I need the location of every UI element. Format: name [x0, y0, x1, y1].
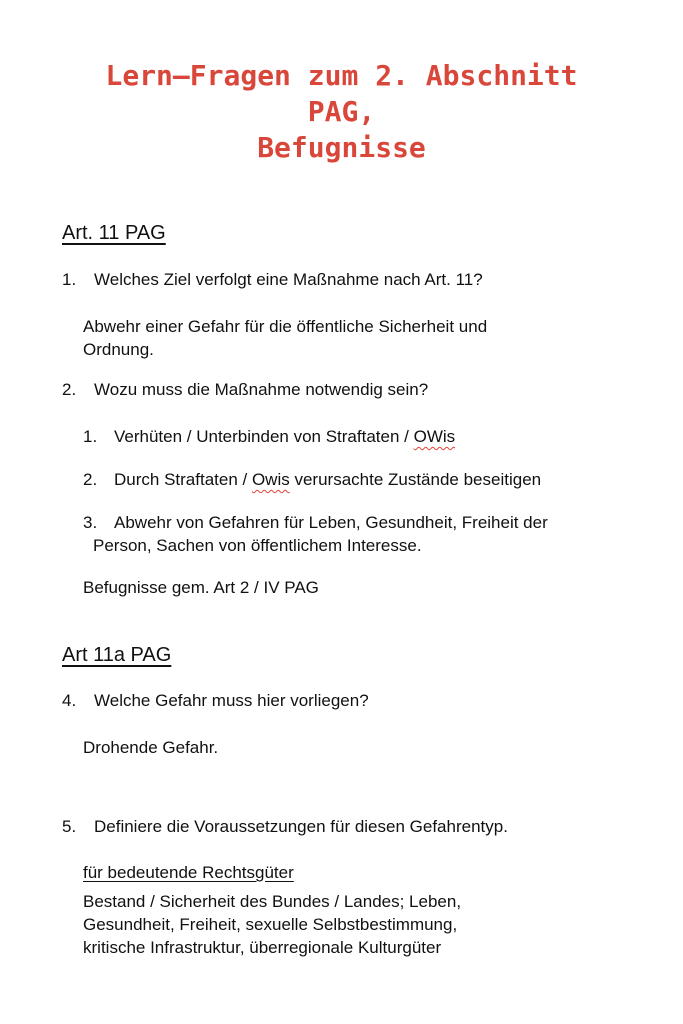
sub-item-1 — [83, 425, 455, 448]
question-text: Welches Ziel verfolgt eine Maßnahme nach Art. 11? — [94, 270, 483, 289]
answer-4: Drohende Gefahr. — [83, 738, 219, 757]
answer-line: Ordnung. — [83, 340, 154, 359]
title-line-3: Befugnisse — [257, 131, 426, 164]
note-befugnisse: Befugnisse gem. Art 2 / IV PAG — [83, 578, 319, 597]
answer-line: Gesundheit, Freiheit, sexuelle Selbstbestimmung, — [83, 915, 458, 934]
title-line-1: Lern–Fragen zum 2. Abschnitt — [105, 59, 578, 92]
answer-line: Bestand / Sicherheit des Bundes / Landes; Leben, — [83, 892, 462, 911]
answer-5 — [83, 861, 461, 959]
sub-item-text: Person, Sachen von öffentlichem Interesse. — [93, 536, 422, 555]
spellcheck-word: Owis — [251, 470, 290, 489]
document-title — [0, 58, 683, 166]
sub-item-number: 3. — [83, 513, 98, 532]
question-text: Definiere die Voraussetzungen für diesen Gefahrentyp. — [94, 817, 508, 836]
section-heading-art-11a: Art 11a PAG — [62, 644, 172, 666]
question-number: 5. — [62, 817, 77, 836]
question-number: 1. — [62, 270, 77, 289]
answer-subheading: für bedeutende Rechtsgüter — [83, 863, 294, 882]
answer-line: kritische Infrastruktur, überregionale Kulturgüter — [83, 938, 442, 957]
spellcheck-word: OWis — [413, 427, 456, 446]
answer-line: Abwehr einer Gefahr für die öffentliche Sicherheit und — [83, 317, 488, 336]
title-line-2: PAG, — [307, 95, 376, 128]
sub-item-text: Verhüten / Unterbinden von Straftaten / — [114, 427, 414, 446]
sub-item-number: 1. — [83, 427, 98, 446]
question-number: 4. — [62, 691, 77, 710]
question-1 — [62, 270, 483, 290]
question-5 — [62, 817, 508, 837]
sub-item-2 — [83, 468, 541, 491]
sub-item-text: Abwehr von Gefahren für Leben, Gesundheit, Freiheit der — [114, 513, 548, 532]
question-text: Welche Gefahr muss hier vorliegen? — [94, 691, 369, 710]
question-4 — [62, 691, 369, 711]
question-2 — [62, 380, 428, 400]
sub-item-3 — [83, 511, 548, 557]
section-heading-art-11: Art. 11 PAG — [62, 222, 166, 244]
sub-item-text: Durch Straftaten / — [114, 470, 252, 489]
question-number: 2. — [62, 380, 77, 399]
sub-item-number: 2. — [83, 470, 98, 489]
sub-item-text: verursachte Zustände beseitigen — [289, 470, 542, 489]
answer-1 — [83, 315, 487, 361]
question-text: Wozu muss die Maßnahme notwendig sein? — [94, 380, 429, 399]
